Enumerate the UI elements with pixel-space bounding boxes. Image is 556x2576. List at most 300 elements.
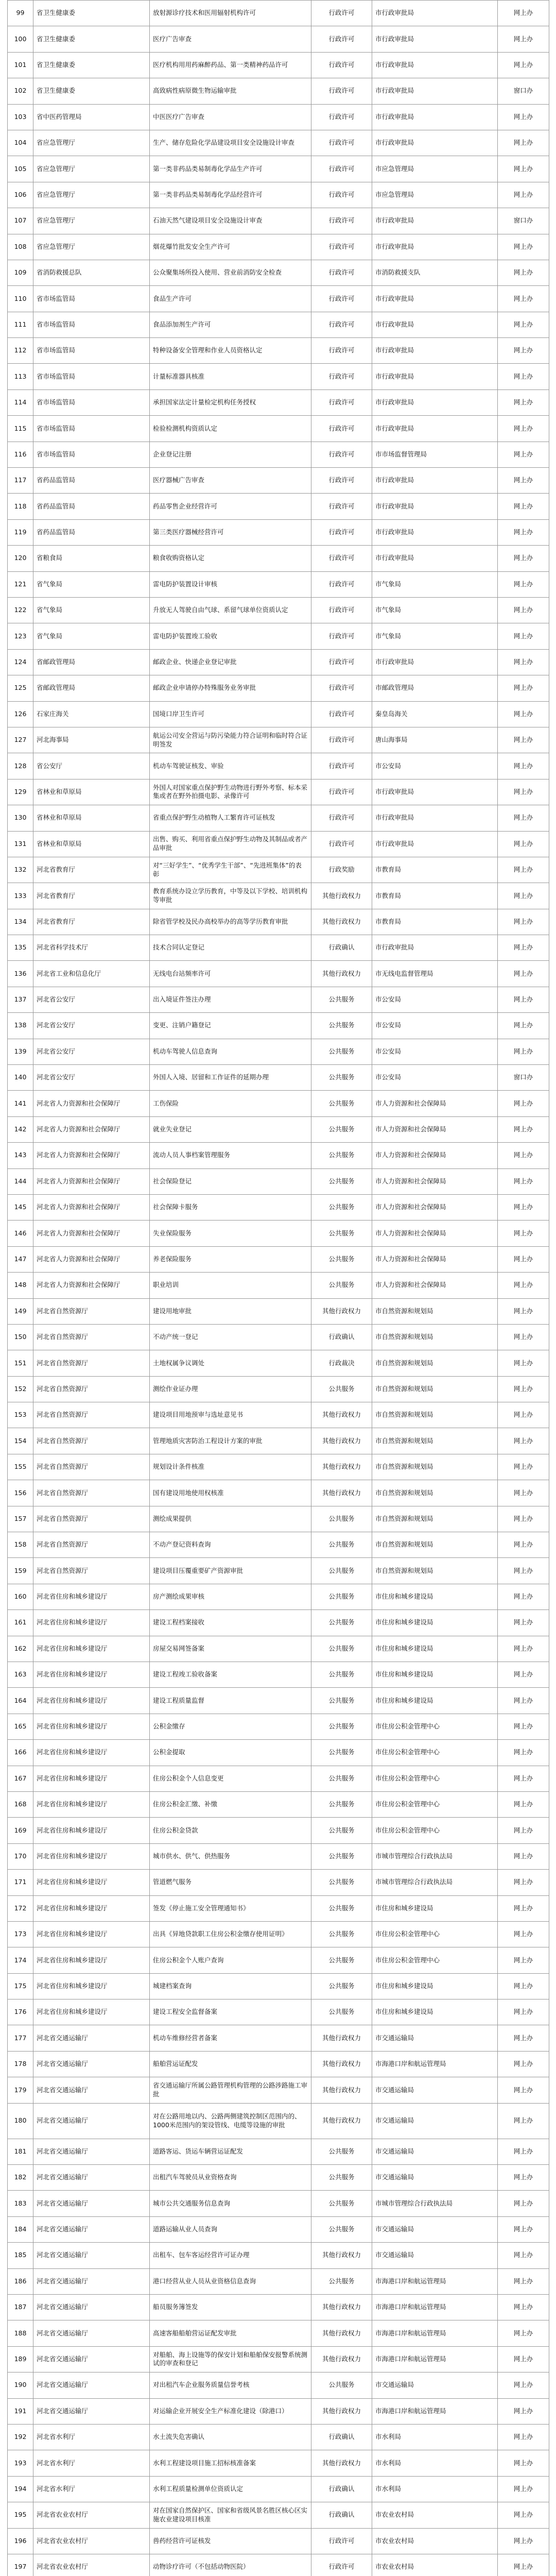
item-type-cell: 公共服务 — [311, 1843, 372, 1869]
row-number: 196 — [8, 2528, 33, 2554]
department-cell: 河北省公安厅 — [33, 987, 150, 1012]
item-name-cell: 建设项目用地预审与选址意见书 — [150, 1402, 311, 1428]
item-name-cell: 烟花爆竹批发安全生产许可 — [150, 234, 311, 260]
department-cell: 河北省交通运输厅 — [33, 2139, 150, 2164]
channel-cell: 网上办 — [498, 2191, 549, 2216]
row-number: 172 — [8, 1895, 33, 1921]
handling-unit-cell: 市水利局 — [372, 2424, 498, 2450]
channel-cell: 网上办 — [498, 1636, 549, 1662]
row-number: 195 — [8, 2502, 33, 2528]
handling-unit-cell: 市住房和城乡建设局 — [372, 1895, 498, 1921]
department-cell: 河北省自然资源厅 — [33, 1298, 150, 1324]
channel-cell: 网上办 — [498, 2346, 549, 2372]
department-cell: 省应急管理厅 — [33, 234, 150, 260]
item-name-cell: 雷电防护装置竣工验收 — [150, 623, 311, 649]
item-name-cell: 国境口岸卫生许可 — [150, 701, 311, 727]
table-row — [8, 468, 549, 494]
item-type-cell: 公共服务 — [311, 1662, 372, 1688]
channel-cell: 网上办 — [498, 1091, 549, 1116]
channel-cell: 网上办 — [498, 1740, 549, 1766]
row-number: 127 — [8, 727, 33, 753]
table-row — [8, 1506, 549, 1532]
department-cell: 省林业和草原局 — [33, 779, 150, 805]
table-row — [8, 2025, 549, 2051]
department-cell: 河北省自然资源厅 — [33, 1532, 150, 1558]
row-number: 124 — [8, 649, 33, 675]
item-name-cell: 土地权属争议调处 — [150, 1350, 311, 1376]
item-type-cell: 其他行政权力 — [311, 2103, 372, 2139]
department-cell: 河北省自然资源厅 — [33, 1454, 150, 1480]
channel-cell: 窗口办 — [498, 78, 549, 104]
handling-unit-cell: 市行政审批局 — [372, 26, 498, 52]
channel-cell: 网上办 — [498, 389, 549, 415]
row-number: 122 — [8, 597, 33, 623]
row-number: 181 — [8, 2139, 33, 2164]
channel-cell: 网上办 — [498, 1428, 549, 1454]
item-name-cell: 养老保险服务 — [150, 1246, 311, 1272]
handling-unit-cell: 市水利局 — [372, 2450, 498, 2476]
department-cell: 河北省科学技术厅 — [33, 935, 150, 961]
department-cell: 河北省人力资源和社会保障厅 — [33, 1116, 150, 1142]
row-number: 185 — [8, 2243, 33, 2268]
department-cell: 河北省交通运输厅 — [33, 2294, 150, 2320]
table-row — [8, 857, 549, 883]
row-number: 159 — [8, 1558, 33, 1584]
row-number: 151 — [8, 1350, 33, 1376]
department-cell: 省药品监管局 — [33, 468, 150, 494]
row-number: 141 — [8, 1091, 33, 1116]
table-row — [8, 1013, 549, 1039]
item-name-cell: 机动车维修经营者备案 — [150, 2025, 311, 2051]
row-number: 175 — [8, 1973, 33, 1999]
row-number: 112 — [8, 338, 33, 364]
row-number: 176 — [8, 1999, 33, 2025]
table-row — [8, 1766, 549, 1791]
handling-unit-cell: 市行政审批局 — [372, 1, 498, 26]
row-number: 174 — [8, 1947, 33, 1973]
item-type-cell: 其他行政权力 — [311, 1454, 372, 1480]
department-cell: 河北省教育厅 — [33, 883, 150, 909]
row-number: 187 — [8, 2294, 33, 2320]
department-cell: 河北省人力资源和社会保障厅 — [33, 1246, 150, 1272]
item-name-cell: 水利工程质量检测单位资质认定 — [150, 2476, 311, 2502]
table-row — [8, 2191, 549, 2216]
row-number: 116 — [8, 442, 33, 467]
item-name-cell: 外国人对国家重点保护野生动物进行野外考察、标本采集或者在野外拍摄电影、录像许可 — [150, 779, 311, 805]
row-number: 108 — [8, 234, 33, 260]
item-type-cell: 公共服务 — [311, 1376, 372, 1402]
item-name-cell: 出入境证件签注办理 — [150, 987, 311, 1012]
handling-unit-cell: 市自然资源和规划局 — [372, 1298, 498, 1324]
department-cell: 河北省交通运输厅 — [33, 2346, 150, 2372]
item-name-cell: 签发《停止施工安全管理通知书》 — [150, 1895, 311, 1921]
department-cell: 省药品监管局 — [33, 519, 150, 545]
item-name-cell: 不动产统一登记 — [150, 1324, 311, 1350]
row-number: 117 — [8, 468, 33, 494]
row-number: 147 — [8, 1246, 33, 1272]
channel-cell: 网上办 — [498, 2216, 549, 2242]
item-type-cell: 行政许可 — [311, 1, 372, 26]
item-name-cell: 石油天然气建设项目安全设施设计审查 — [150, 208, 311, 234]
item-name-cell: 承担国家法定计量检定机构任务授权 — [150, 389, 311, 415]
table-row — [8, 260, 549, 285]
channel-cell: 网上办 — [498, 519, 549, 545]
item-type-cell: 行政确认 — [311, 1324, 372, 1350]
handling-unit-cell: 市气象局 — [372, 623, 498, 649]
row-number: 152 — [8, 1376, 33, 1402]
row-number: 153 — [8, 1402, 33, 1428]
channel-cell: 网上办 — [498, 2476, 549, 2502]
department-cell: 省药品监管局 — [33, 494, 150, 519]
table-row — [8, 2243, 549, 2268]
row-number: 139 — [8, 1039, 33, 1064]
item-name-cell: 工伤保险 — [150, 1091, 311, 1116]
item-type-cell: 公共服务 — [311, 1791, 372, 1817]
table-row — [8, 546, 549, 571]
row-number: 161 — [8, 1610, 33, 1636]
table-row — [8, 675, 549, 701]
channel-cell: 网上办 — [498, 1143, 549, 1168]
channel-cell: 网上办 — [498, 1116, 549, 1142]
row-number: 138 — [8, 1013, 33, 1039]
item-type-cell: 公共服务 — [311, 1636, 372, 1662]
item-type-cell: 行政许可 — [311, 494, 372, 519]
item-type-cell: 其他行政权力 — [311, 961, 372, 987]
table-row — [8, 987, 549, 1012]
handling-unit-cell: 市住房公积金管理中心 — [372, 1921, 498, 1947]
handling-unit-cell: 市公安局 — [372, 987, 498, 1012]
row-number: 121 — [8, 571, 33, 597]
table-row — [8, 2528, 549, 2554]
table-row — [8, 1454, 549, 1480]
department-cell: 省市场监管局 — [33, 416, 150, 442]
handling-unit-cell: 市行政审批局 — [372, 468, 498, 494]
row-number: 130 — [8, 805, 33, 831]
channel-cell: 网上办 — [498, 1610, 549, 1636]
handling-unit-cell: 市海港口岸和航运管理局 — [372, 2398, 498, 2424]
channel-cell: 网上办 — [498, 546, 549, 571]
channel-cell: 网上办 — [498, 1506, 549, 1532]
table-row — [8, 1194, 549, 1220]
department-cell: 河北省住房和城乡建设厅 — [33, 1843, 150, 1869]
table-row — [8, 130, 549, 156]
table-row — [8, 2051, 549, 2077]
row-number: 129 — [8, 779, 33, 805]
item-type-cell: 其他行政权力 — [311, 909, 372, 935]
item-name-cell: 雷电防护装置设计审核 — [150, 571, 311, 597]
handling-unit-cell: 市自然资源和规划局 — [372, 1402, 498, 1428]
table-row — [8, 2165, 549, 2191]
item-name-cell: 住房公积金贷款 — [150, 1818, 311, 1843]
handling-unit-cell: 市住房和城乡建设局 — [372, 1662, 498, 1688]
handling-unit-cell: 市住房和城乡建设局 — [372, 1999, 498, 2025]
channel-cell: 网上办 — [498, 1766, 549, 1791]
row-number: 173 — [8, 1921, 33, 1947]
handling-unit-cell: 市公安局 — [372, 1013, 498, 1039]
handling-unit-cell: 市教育局 — [372, 909, 498, 935]
department-cell: 河北省交通运输厅 — [33, 2103, 150, 2139]
handling-unit-cell: 市行政审批局 — [372, 338, 498, 364]
item-type-cell: 行政许可 — [311, 623, 372, 649]
channel-cell: 网上办 — [498, 2424, 549, 2450]
item-name-cell: 水土流失危害确认 — [150, 2424, 311, 2450]
row-number: 149 — [8, 1298, 33, 1324]
department-cell: 河北省交通运输厅 — [33, 2051, 150, 2077]
department-cell: 河北省人力资源和社会保障厅 — [33, 1143, 150, 1168]
item-name-cell: 第三类医疗器械经营许可 — [150, 519, 311, 545]
table-row — [8, 2077, 549, 2103]
channel-cell: 网上办 — [498, 571, 549, 597]
department-cell: 河北省水利厅 — [33, 2424, 150, 2450]
item-type-cell: 其他行政权力 — [311, 883, 372, 909]
item-name-cell: 高致病性病原微生物运输审批 — [150, 78, 311, 104]
channel-cell: 网上办 — [498, 805, 549, 831]
handling-unit-cell: 市海港口岸和航运管理局 — [372, 2320, 498, 2346]
item-type-cell: 公共服务 — [311, 2216, 372, 2242]
handling-unit-cell: 市住房公积金管理中心 — [372, 1791, 498, 1817]
item-type-cell: 公共服务 — [311, 1766, 372, 1791]
item-name-cell: 技术合同认定登记 — [150, 935, 311, 961]
item-name-cell: 流动人员人事档案管理服务 — [150, 1143, 311, 1168]
channel-cell: 网上办 — [498, 1584, 549, 1609]
handling-unit-cell: 市自然资源和规划局 — [372, 1558, 498, 1584]
handling-unit-cell: 市行政审批局 — [372, 935, 498, 961]
item-name-cell: 粮食收购资格认定 — [150, 546, 311, 571]
row-number: 119 — [8, 519, 33, 545]
item-type-cell: 公共服务 — [311, 1065, 372, 1091]
channel-cell: 网上办 — [498, 364, 549, 389]
item-type-cell: 行政许可 — [311, 701, 372, 727]
item-type-cell: 其他行政权力 — [311, 2077, 372, 2103]
item-name-cell: 对“三好学生”、“优秀学生干部”、“先进班集体”的表彰 — [150, 857, 311, 883]
handling-unit-cell: 市应急管理局 — [372, 156, 498, 182]
table-row — [8, 1091, 549, 1116]
handling-unit-cell: 市应急管理局 — [372, 182, 498, 208]
channel-cell: 网上办 — [498, 2554, 549, 2576]
item-type-cell: 行政许可 — [311, 805, 372, 831]
item-type-cell: 行政许可 — [311, 675, 372, 701]
item-type-cell: 行政许可 — [311, 727, 372, 753]
channel-cell: 网上办 — [498, 1791, 549, 1817]
table-row — [8, 1298, 549, 1324]
channel-cell: 网上办 — [498, 2502, 549, 2528]
department-cell: 省邮政管理局 — [33, 649, 150, 675]
row-number: 150 — [8, 1324, 33, 1350]
channel-cell: 网上办 — [498, 1039, 549, 1064]
row-number: 120 — [8, 546, 33, 571]
handling-unit-cell: 市行政审批局 — [372, 104, 498, 130]
department-cell: 省应急管理厅 — [33, 182, 150, 208]
item-type-cell: 公共服务 — [311, 987, 372, 1012]
channel-cell: 网上办 — [498, 1350, 549, 1376]
row-number: 179 — [8, 2077, 33, 2103]
table-row — [8, 571, 549, 597]
item-name-cell: 管理地质灾害防治工程设计方案的审批 — [150, 1428, 311, 1454]
channel-cell: 网上办 — [498, 130, 549, 156]
row-number: 106 — [8, 182, 33, 208]
table-row — [8, 2450, 549, 2476]
handling-unit-cell: 市行政审批局 — [372, 546, 498, 571]
row-number: 194 — [8, 2476, 33, 2502]
item-type-cell: 其他行政权力 — [311, 2294, 372, 2320]
table-row — [8, 182, 549, 208]
handling-unit-cell: 市人力资源和社会保障局 — [372, 1273, 498, 1298]
item-type-cell: 其他行政权力 — [311, 1428, 372, 1454]
item-type-cell: 公共服务 — [311, 2268, 372, 2294]
table-row — [8, 779, 549, 805]
table-row — [8, 2554, 549, 2576]
handling-unit-cell: 市行政审批局 — [372, 779, 498, 805]
row-number: 126 — [8, 701, 33, 727]
item-type-cell: 公共服务 — [311, 2165, 372, 2191]
item-type-cell: 行政许可 — [311, 468, 372, 494]
table-row — [8, 1636, 549, 1662]
item-name-cell: 就业失业登记 — [150, 1116, 311, 1142]
table-row — [8, 286, 549, 312]
item-name-cell: 房产测绘成果审核 — [150, 1584, 311, 1609]
department-cell: 河北省交通运输厅 — [33, 2243, 150, 2268]
item-name-cell: 特种设备安全管理和作业人员资格认定 — [150, 338, 311, 364]
channel-cell: 网上办 — [498, 675, 549, 701]
item-name-cell: 道路客运、货运车辆营运证配发 — [150, 2139, 311, 2164]
item-name-cell: 建设用地审批 — [150, 1298, 311, 1324]
handling-unit-cell: 市行政审批局 — [372, 312, 498, 337]
row-number: 162 — [8, 1636, 33, 1662]
handling-unit-cell: 市行政审批局 — [372, 286, 498, 312]
table-row — [8, 1895, 549, 1921]
channel-cell: 网上办 — [498, 1818, 549, 1843]
table-row — [8, 1870, 549, 1895]
department-cell: 河北省住房和城乡建设厅 — [33, 1584, 150, 1609]
handling-unit-cell: 市人力资源和社会保障局 — [372, 1246, 498, 1272]
row-number: 193 — [8, 2450, 33, 2476]
item-type-cell: 公共服务 — [311, 1168, 372, 1194]
item-name-cell: 机动车驾驶证核发、审验 — [150, 753, 311, 779]
item-type-cell: 行政奖励 — [311, 857, 372, 883]
department-cell: 河北省交通运输厅 — [33, 2165, 150, 2191]
channel-cell: 网上办 — [498, 2528, 549, 2554]
item-name-cell: 建设工程安全监督备案 — [150, 1999, 311, 2025]
item-type-cell: 其他行政权力 — [311, 2398, 372, 2424]
item-type-cell: 行政确认 — [311, 2502, 372, 2528]
handling-unit-cell: 市交通运输局 — [372, 2103, 498, 2139]
department-cell: 河北省住房和城乡建设厅 — [33, 1973, 150, 1999]
item-type-cell: 公共服务 — [311, 1973, 372, 1999]
item-name-cell: 国有建设用地使用权核准 — [150, 1480, 311, 1506]
department-cell: 省卫生健康委 — [33, 1, 150, 26]
item-type-cell: 行政许可 — [311, 571, 372, 597]
channel-cell: 网上办 — [498, 468, 549, 494]
table-row — [8, 208, 549, 234]
table-row — [8, 2372, 549, 2398]
handling-unit-cell: 市公安局 — [372, 1039, 498, 1064]
table-row — [8, 1947, 549, 1973]
item-name-cell: 食品生产许可 — [150, 286, 311, 312]
department-cell: 省应急管理厅 — [33, 130, 150, 156]
item-name-cell: 测绘成果提供 — [150, 1506, 311, 1532]
table-row — [8, 753, 549, 779]
item-type-cell: 公共服务 — [311, 1740, 372, 1766]
item-type-cell: 公共服务 — [311, 1558, 372, 1584]
department-cell: 河北省水利厅 — [33, 2476, 150, 2502]
department-cell: 省应急管理厅 — [33, 208, 150, 234]
channel-cell: 网上办 — [498, 1246, 549, 1272]
department-cell: 省市场监管局 — [33, 364, 150, 389]
channel-cell: 网上办 — [498, 883, 549, 909]
item-type-cell: 公共服务 — [311, 2139, 372, 2164]
item-name-cell: 检验检测机构资质认定 — [150, 416, 311, 442]
handling-unit-cell: 市人力资源和社会保障局 — [372, 1143, 498, 1168]
handling-unit-cell: 市人力资源和社会保障局 — [372, 1091, 498, 1116]
handling-unit-cell: 市气象局 — [372, 597, 498, 623]
row-number: 132 — [8, 857, 33, 883]
channel-cell: 网上办 — [498, 2165, 549, 2191]
channel-cell: 网上办 — [498, 1480, 549, 1506]
row-number: 167 — [8, 1766, 33, 1791]
row-number: 140 — [8, 1065, 33, 1091]
department-cell: 河北省住房和城乡建设厅 — [33, 1947, 150, 1973]
channel-cell: 窗口办 — [498, 208, 549, 234]
table-row — [8, 1376, 549, 1402]
department-cell: 河北省农业农村厅 — [33, 2554, 150, 2576]
channel-cell: 网上办 — [498, 753, 549, 779]
department-cell: 河北省住房和城乡建设厅 — [33, 1999, 150, 2025]
handling-unit-cell: 市住房和城乡建设局 — [372, 1610, 498, 1636]
channel-cell: 网上办 — [498, 2320, 549, 2346]
table-row — [8, 2346, 549, 2372]
channel-cell: 网上办 — [498, 234, 549, 260]
item-type-cell: 行政许可 — [311, 104, 372, 130]
item-name-cell: 城市供水、供气、供热服务 — [150, 1843, 311, 1869]
item-name-cell: 职业培训 — [150, 1273, 311, 1298]
item-name-cell: 管道燃气服务 — [150, 1870, 311, 1895]
table-row — [8, 389, 549, 415]
table-row — [8, 1246, 549, 1272]
handling-unit-cell: 市水利局 — [372, 2476, 498, 2502]
table-row — [8, 831, 549, 857]
item-type-cell: 行政确认 — [311, 935, 372, 961]
table-row — [8, 961, 549, 987]
row-number: 170 — [8, 1843, 33, 1869]
item-name-cell: 对在国家自然保护区、国家和省级风景名胜区核心区实施农业建设项目核准 — [150, 2502, 311, 2528]
row-number: 105 — [8, 156, 33, 182]
channel-cell: 网上办 — [498, 2077, 549, 2103]
table-row — [8, 2502, 549, 2528]
channel-cell: 网上办 — [498, 2294, 549, 2320]
item-name-cell: 动物诊疗许可（不包括动物医院） — [150, 2554, 311, 2576]
channel-cell: 网上办 — [498, 52, 549, 78]
item-type-cell: 其他行政权力 — [311, 2243, 372, 2268]
department-cell: 河北省自然资源厅 — [33, 1350, 150, 1376]
item-name-cell: 出租汽车驾驶员从业资格查询 — [150, 2165, 311, 2191]
table-row — [8, 519, 549, 545]
channel-cell: 网上办 — [498, 1558, 549, 1584]
handling-unit-cell: 市自然资源和规划局 — [372, 1532, 498, 1558]
item-name-cell: 出租车、包车客运经营许可证办理 — [150, 2243, 311, 2268]
department-cell: 省市场监管局 — [33, 312, 150, 337]
item-type-cell: 其他行政权力 — [311, 1402, 372, 1428]
table-row — [8, 1662, 549, 1688]
row-number: 160 — [8, 1584, 33, 1609]
handling-unit-cell: 市住房公积金管理中心 — [372, 1740, 498, 1766]
department-cell: 河北省交通运输厅 — [33, 2077, 150, 2103]
item-name-cell: 航运公司安全营运与防污染能力符合证明和临时符合证明签发 — [150, 727, 311, 753]
department-cell: 河北海事局 — [33, 727, 150, 753]
item-type-cell: 行政许可 — [311, 26, 372, 52]
department-cell: 省市场监管局 — [33, 389, 150, 415]
table-row — [8, 805, 549, 831]
channel-cell: 网上办 — [498, 494, 549, 519]
